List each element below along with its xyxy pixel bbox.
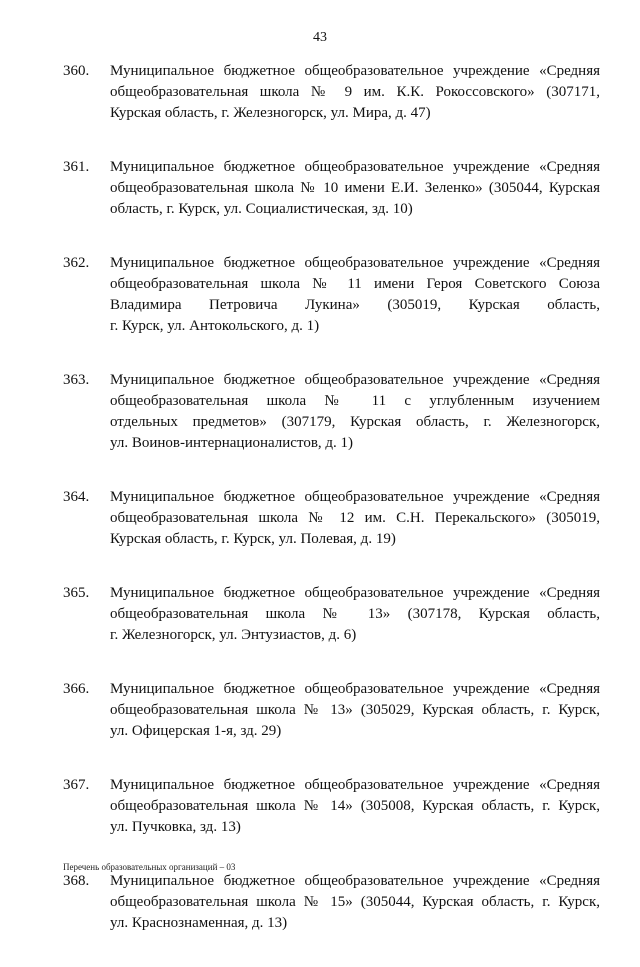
list-item <box>0 61 640 157</box>
entry-line: общеобразовательная школа № 14» (305008, Курская область, г. Курск, <box>110 798 600 814</box>
entry-line: общеобразовательная школа № 13» (307178, Курская область, <box>110 606 600 622</box>
document-footer: Перечень образовательных организаций – 03 <box>63 862 236 872</box>
entry-line: общеобразовательная школа № 11 с углубленным изучением <box>110 393 600 409</box>
entry-line: Муниципальное бюджетное общеобразовательное учреждение «Средняя <box>110 255 600 271</box>
entry-number: 360. <box>63 63 90 79</box>
entry-line: Муниципальное бюджетное общеобразовательное учреждение «Средняя <box>110 159 600 175</box>
entry-line: г. Железногорск, ул. Энтузиастов, д. 6) <box>110 627 357 643</box>
entry-line: Муниципальное бюджетное общеобразовательное учреждение «Средняя <box>110 873 600 889</box>
entry-number: 367. <box>63 777 90 793</box>
entry-line: Курская область, г. Курск, ул. Полевая, д. 19) <box>110 531 396 547</box>
entry-line: отдельных предметов» (307179, Курская область, г. Железногорск, <box>110 414 600 430</box>
list-item <box>0 583 640 679</box>
entry-line: ул. Краснознаменная, д. 13) <box>110 915 288 931</box>
entry-list <box>0 61 640 967</box>
entry-line: Муниципальное бюджетное общеобразовательное учреждение «Средняя <box>110 372 600 388</box>
entry-line: общеобразовательная школа № 15» (305044, Курская область, г. Курск, <box>110 894 600 910</box>
entry-number: 365. <box>63 585 90 601</box>
page-number: 43 <box>313 30 327 45</box>
entry-number: 364. <box>63 489 90 505</box>
list-item <box>0 871 640 967</box>
entry-line: Муниципальное бюджетное общеобразовательное учреждение «Средняя <box>110 585 600 601</box>
list-item <box>0 487 640 583</box>
entry-line: общеобразовательная школа № 11 имени Героя Советского Союза <box>110 276 600 292</box>
list-item <box>0 775 640 871</box>
entry-line: общеобразовательная школа № 9 им. К.К. Рокоссовского» (307171, <box>110 84 600 100</box>
entry-number: 361. <box>63 159 90 175</box>
entry-line: Муниципальное бюджетное общеобразовательное учреждение «Средняя <box>110 681 600 697</box>
list-item <box>0 253 640 370</box>
entry-line: Курская область, г. Железногорск, ул. Мира, д. 47) <box>110 105 431 121</box>
entry-number: 362. <box>63 255 90 271</box>
entry-line: ул. Офицерская 1-я, зд. 29) <box>110 723 282 739</box>
entry-number: 366. <box>63 681 90 697</box>
entry-line: Муниципальное бюджетное общеобразовательное учреждение «Средняя <box>110 63 600 79</box>
entry-line: Владимира Петровича Лукина» (305019, Курская область, <box>110 297 600 313</box>
entry-line: Муниципальное бюджетное общеобразовательное учреждение «Средняя <box>110 489 600 505</box>
entry-line: общеобразовательная школа № 13» (305029, Курская область, г. Курск, <box>110 702 600 718</box>
entry-number: 363. <box>63 372 90 388</box>
list-item <box>0 370 640 487</box>
list-item <box>0 679 640 775</box>
entry-number: 368. <box>63 873 90 889</box>
entry-line: область, г. Курск, ул. Социалистическая, зд. 10) <box>110 201 413 217</box>
entry-line: г. Курск, ул. Антокольского, д. 1) <box>110 318 320 334</box>
list-item <box>0 157 640 253</box>
entry-line: Муниципальное бюджетное общеобразовательное учреждение «Средняя <box>110 777 600 793</box>
entry-line: ул. Воинов-интернационалистов, д. 1) <box>110 435 354 451</box>
entry-line: ул. Пучковка, зд. 13) <box>110 819 241 835</box>
entry-line: общеобразовательная школа № 12 им. С.Н. Перекальского» (305019, <box>110 510 600 526</box>
entry-line: общеобразовательная школа № 10 имени Е.И. Зеленко» (305044, Курская <box>110 180 600 196</box>
